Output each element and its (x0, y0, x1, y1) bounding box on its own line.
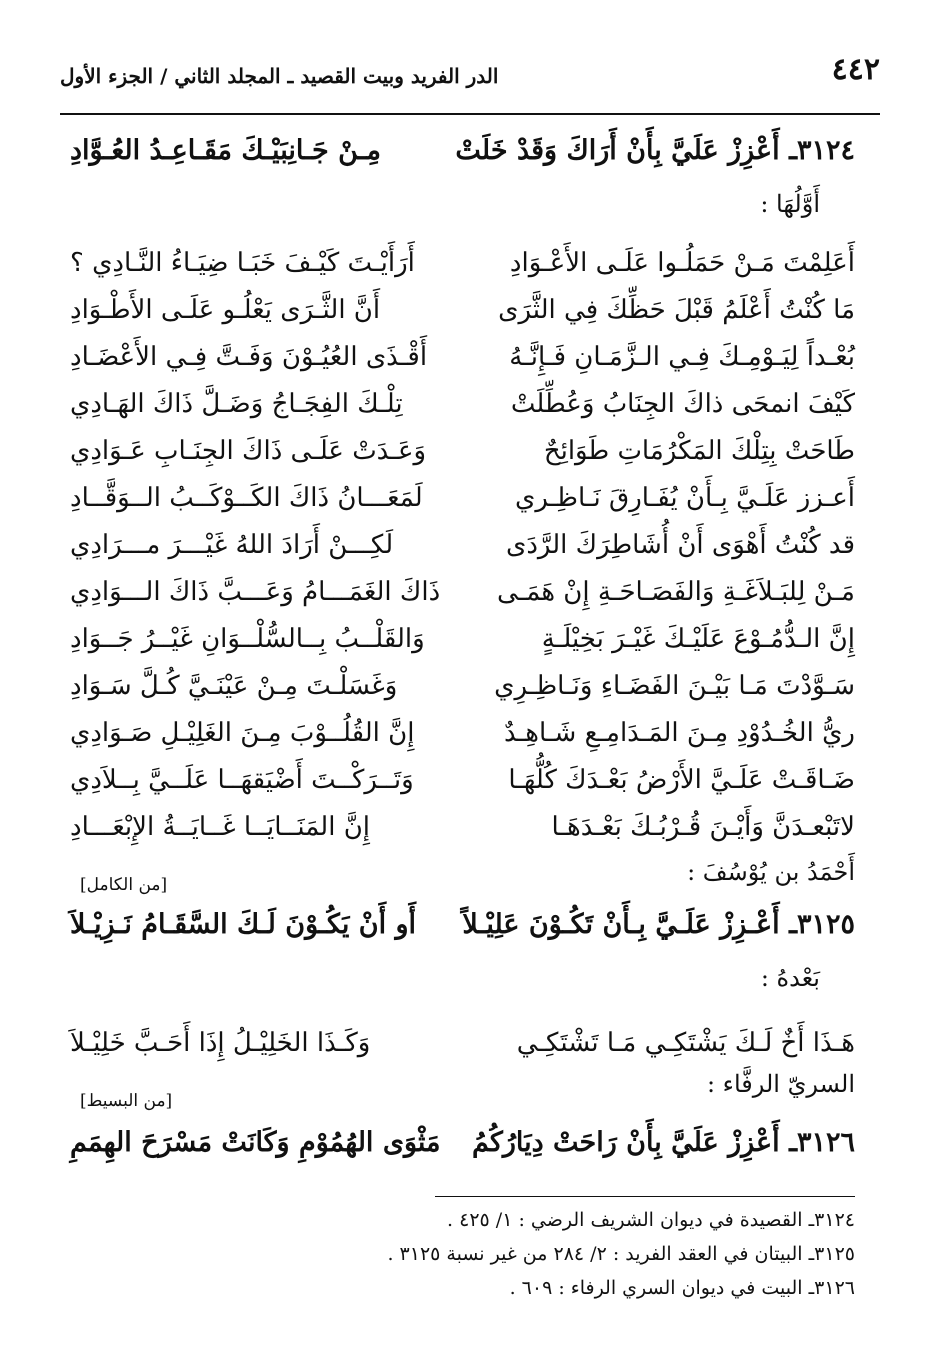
second-hemistich: لَكِـــنْ أَرَادَ اللهُ غَيْـــرَ مـــرَادِي (70, 530, 394, 560)
entry-number: ٣١٢٤ـ (789, 135, 855, 166)
first-hemistich: ٣١٢٥ـ أَعْـزِزْ عَلَـيَّ بِـأَنْ تَكُـوْنَ عَلِيْـلاً (462, 909, 855, 940)
entry-3125-intro: بَعْدهُ : (760, 964, 820, 992)
footnote-3124: ٣١٢٤ـ القصيدة في ديوان الشريف الرضي : ١/ ٤٢٥ . (447, 1209, 855, 1231)
page-number: ٤٤٢ (831, 52, 880, 87)
first-hemistich: ٣١٢٦ـ أَعْزِزْ عَلَيَّ بِأَنْ رَاحَتْ دِيَارُكُمُ (472, 1127, 855, 1158)
first-hemistich: أَعـزز عَلَـيَّ بِـأَنْ يُفَـارِقَ نَـاظِـري (514, 483, 855, 513)
second-hemistich: مَثْوَى الهُمُوْمِ وَكَانَتْ مَسْرَحَ الهِمَمِ (70, 1127, 441, 1158)
verse-row (70, 475, 855, 521)
page-header (60, 52, 880, 100)
second-hemistich: وَالقَلْــبُ بِــالسُّلْــوَانِ غَيْــرُ جَــوَادِ (70, 624, 425, 654)
second-hemistich: لَمَعَـــانُ ذَاكَ الكَــوْكَــبُ الــوَقَّــادِ (70, 483, 423, 513)
verse-row (70, 663, 855, 709)
entry-3126-meter: [من البسيط] (80, 1091, 173, 1111)
verse-row (70, 1020, 855, 1066)
header-rule (60, 113, 880, 115)
second-hemistich: تِلْـكَ الفِجَـاجُ وَضَـلَّ ذَاكَ الهَـادِي (70, 389, 403, 419)
first-hemistich: ضَـاقَـتْ عَلَـيَّ الأَرْضُ بَعْـدَكَ كُلُّهَـا (508, 765, 855, 795)
second-hemistich: مِـنْ جَـانِبَيْـكَ مَقَـاعِـدُ العُـوَّادِ (70, 135, 382, 166)
entry-3126-attribution: السريّ الرفَّاء : (706, 1070, 855, 1098)
entry-3126-main-verse (70, 1120, 855, 1166)
verse-row (70, 381, 855, 427)
entry-3125-meter: [من الكامل] (80, 875, 168, 895)
verse-row (70, 710, 855, 756)
first-hemistich: مَـنْ لِلبَـلاَغَـةِ وَالفَصَـاحَـةِ إِنْ هَمَـى (497, 577, 855, 607)
first-hemistich: بُعْـداً لِيَـوْمِـكَ فِـي الـزَّمَـانِ فَـإِنَّـهُ (509, 342, 855, 372)
second-hemistich: أَو أَنْ يَكُـوْنَ لَـكَ السَّقَـامُ نَـزِيْـلاَ (70, 909, 417, 940)
first-hemistich: لاتَبْعـدَنَّ وَأَيْـنَ قُـرْبُـكَ بَعْـدَهَـا (551, 812, 855, 842)
footnote-3125: ٣١٢٥ـ البيتان في العقد الفريد : ٢/ ٢٨٤ من غير نسبة ٣١٢٥ . (387, 1243, 855, 1265)
second-hemistich: وَعَـدَتْ عَلَـى ذَاكَ الجِنَـابِ عَـوَادِي (70, 436, 427, 466)
verse-row (70, 616, 855, 662)
entry-number: ٣١٢٥ـ (789, 909, 855, 940)
second-hemistich: وَغَسَلْـتَ مِـنْ عَيْنَـيَّ كُـلَّ سَـوَادِ (70, 671, 398, 701)
verse-row (70, 287, 855, 333)
first-hemistich: قد كُنْتُ أَهْوَى أَنْ أُشَاطِرَكَ الرَّدَى (505, 530, 855, 560)
second-hemistich: أَقْـذَى العُيُـوْنَ وَفَـتَّ فِـي الأَعْضَـادِ (70, 342, 428, 372)
first-hemistich: إِنَّ الـدُّمُـوْعَ عَلَيْـكَ غَيْـرَ بَخِيْلَـةٍ (541, 624, 855, 654)
first-hemistich: ٣١٢٤ـ أَعْزِزْ عَلَيَّ بِأَنْ أَرَاكَ وَقَدْ خَلَتْ (455, 135, 855, 166)
first-hemistich: هَـذَا أَخٌ لَـكَ يَشْتَكِـي مَـا تَشْتَكِـي (516, 1028, 855, 1058)
first-hemistich: طَاحَتْ بِتِلْكَ المَكْرُمَاتِ طَوَائِحٌ (543, 436, 855, 466)
footnote-3126: ٣١٢٦ـ البيت في ديوان السري الرفاء : ٦٠٩ . (509, 1277, 855, 1299)
second-hemistich: وَتَــرَكْــتَ أَضْيَقهَــا عَلَــيَّ بِــلاَدِي (70, 765, 414, 795)
second-hemistich: إِنَّ المَنَــايَــا غَــايَــةُ الإِبْعَـــادِ (70, 812, 371, 842)
verse-row (70, 569, 855, 615)
second-hemistich: إِنَّ القُلُــوْبَ مِـنَ الغَلِيْـلِ صَـوَادِي (70, 718, 415, 748)
first-hemistich: ريُّ الخُـدُوْدِ مِـنَ المَـدَامِـعِ شَـاهِـدٌ (504, 718, 855, 748)
entry-3124-intro: أَوَّلُهَا : (760, 190, 820, 218)
verse-row (70, 757, 855, 803)
entry-3125-attribution: أَحْمَدُ بن يُوْسُفَ : (687, 858, 855, 886)
entry-number: ٣١٢٦ـ (789, 1127, 855, 1158)
first-hemistich: سَـوَّدْتَ مَـا بَيْـنَ الفَضَـاءِ وَنَـاظِـرِي (494, 671, 855, 701)
second-hemistich: وَكَـذَا الخَلِيْـلُ إِذَا أَحَـبَّ خَلِيْـلاَ (70, 1028, 371, 1058)
verse-row (70, 522, 855, 568)
verse-row (70, 428, 855, 474)
verse-row (70, 804, 855, 850)
first-hemistich: أَعَلِمْتَ مَـنْ حَمَلُـوا عَلَـى الأَعْـوَادِ (509, 248, 855, 278)
footnote-rule (435, 1196, 855, 1197)
first-hemistich: مَا كُنْتُ أَعْلَمُ قَبْلَ حَظِّكَ فِي الثَّرَى (498, 295, 855, 325)
second-hemistich: أَنَّ الثَّـرَى يَعْلُـو عَلَـى الأَطْـوَادِ (70, 295, 381, 325)
first-hemistich: كَيْفَ انمحَى ذاكَ الجِنَابُ وَعُطِّلَتْ (510, 389, 855, 419)
verse-row (70, 240, 855, 286)
verse-row (70, 334, 855, 380)
entry-3125-main-verse (70, 902, 855, 948)
second-hemistich: أَرَأَيْـتَ كَيْـفَ خَبَـا ضِيَـاءُ النَّـادِي ؟ (70, 248, 415, 278)
entry-3124-main-verse (70, 128, 855, 174)
running-title: الدر الفريد وبيت القصيد ـ المجلد الثاني / الجزء الأول (60, 64, 499, 88)
second-hemistich: ذَاكَ الغَمَـــامُ وَعَـــبَّ ذَاكَ الـــوَادِي (70, 577, 441, 607)
